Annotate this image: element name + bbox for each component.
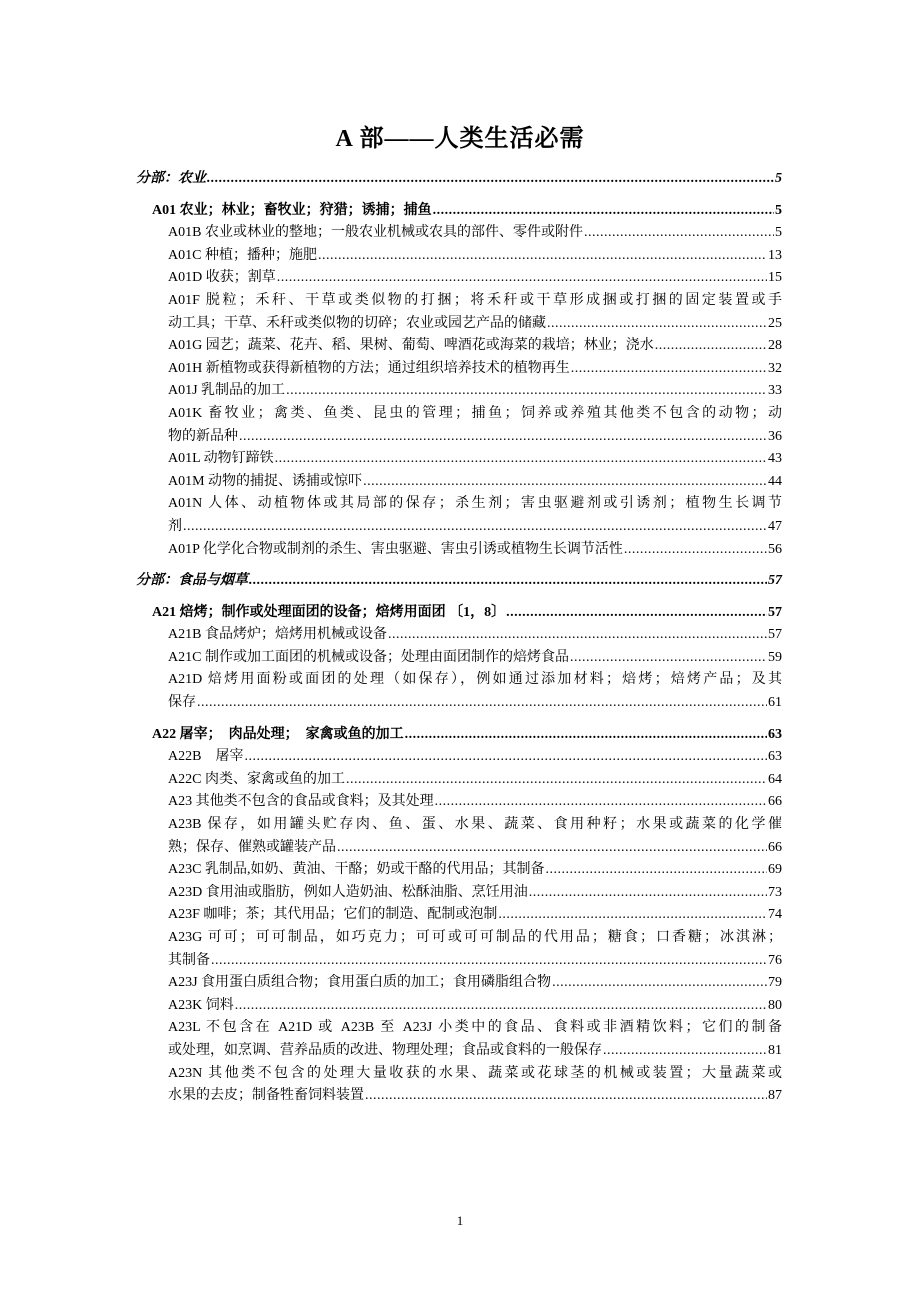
dot-leader — [211, 950, 767, 973]
dot-leader — [506, 602, 767, 625]
toc-entry-a01h[interactable] — [136, 358, 782, 381]
toc-page: 15 — [768, 270, 782, 286]
toc-entry-a23l[interactable] — [136, 1040, 782, 1063]
toc-entry-a23n[interactable] — [136, 1085, 782, 1108]
toc-page: 73 — [768, 884, 782, 900]
toc-label: A01C 种植；播种；施肥 — [168, 247, 317, 263]
toc-label: A23K 饲料 — [168, 997, 234, 1013]
toc-entry-a01f[interactable] — [136, 313, 782, 336]
dot-leader — [655, 335, 767, 358]
toc-page: 66 — [768, 794, 782, 810]
toc-label: A01D 收获；割草 — [168, 270, 276, 286]
dot-leader — [363, 471, 767, 494]
toc-page: 57 — [768, 627, 782, 643]
toc-label: 或处理，如烹调、营养品质的改进、物理处理；食品或食料的一般保存 — [168, 1042, 602, 1058]
toc-section-agriculture[interactable] — [136, 168, 782, 191]
dot-leader — [275, 448, 767, 471]
toc-entry-a01n[interactable] — [136, 516, 782, 539]
toc-page: 66 — [768, 839, 782, 855]
dot-leader — [624, 539, 767, 562]
toc-page: 81 — [768, 1042, 782, 1058]
dot-leader — [545, 859, 767, 882]
toc-page: 25 — [768, 315, 782, 331]
toc-page: 76 — [768, 952, 782, 968]
toc-entry-a23l-line1[interactable]: A23L 不包含在 A21D 或 A23B 至 A23J 小类中的食品、食料或非酒精饮料；它们的制备 — [168, 1020, 782, 1036]
toc-page: 13 — [768, 247, 782, 263]
toc-entry-a21b[interactable] — [136, 624, 782, 647]
toc-entry-a23j[interactable] — [136, 972, 782, 995]
dot-leader — [183, 516, 767, 539]
toc-entry-a22b[interactable] — [136, 746, 782, 769]
toc-label: A01G 园艺；蔬菜、花卉、稻、果树、葡萄、啤酒花或海菜的栽培；林业；浇水 — [168, 338, 654, 354]
toc-page: 44 — [768, 473, 782, 489]
toc-section-food-tobacco[interactable] — [136, 570, 782, 593]
toc-page: 5 — [775, 225, 782, 241]
toc-label: A23F 咖啡；茶；其代用品；它们的制造、配制或泡制 — [168, 907, 498, 923]
toc-label: A23C 乳制品,如奶、黄油、干酪；奶或干酪的代用品；其制备 — [168, 862, 545, 878]
toc-label: A01H 新植物或获得新植物的方法；通过组织培养技术的植物再生 — [168, 360, 570, 376]
toc-entry-a23n-line1[interactable]: A23N 其他类不包含的处理大量收获的水果、蔬菜或花球茎的机械或装置；大量蔬菜或 — [168, 1065, 782, 1081]
toc-entry-a23c[interactable] — [136, 859, 782, 882]
toc-label: A22C 肉类、家禽或鱼的加工 — [168, 771, 345, 787]
toc-entry-a01b[interactable] — [136, 222, 782, 245]
dot-leader — [547, 313, 767, 336]
dot-leader — [365, 1085, 767, 1108]
toc-label: 动工具；干草、禾秆或类似物的切碎；农业或园艺产品的储藏 — [168, 315, 546, 331]
toc-entry-a23b-line1[interactable]: A23B 保存，如用罐头贮存肉、鱼、蛋、水果、蔬菜、食用种籽；水果或蔬菜的化学催 — [168, 817, 782, 833]
dot-leader — [318, 245, 767, 268]
dot-leader — [405, 724, 767, 747]
dot-leader — [244, 746, 767, 769]
toc-label: A01L 动物钉蹄铁 — [168, 451, 274, 467]
toc-entry-a01l[interactable] — [136, 448, 782, 471]
toc-label: A01B 农业或林业的整地；一般农业机械或农具的部件、零件或附件 — [168, 225, 583, 241]
toc-label: 熟；保存、催熟或罐装产品 — [168, 839, 336, 855]
toc-label: 分部：农业 — [136, 171, 206, 186]
toc-entry-a01d[interactable] — [136, 267, 782, 290]
toc-page: 87 — [768, 1088, 782, 1104]
toc-label: 保存 — [168, 695, 196, 711]
toc-entry-a23g[interactable] — [136, 950, 782, 973]
toc-page: 63 — [768, 749, 782, 765]
toc-page: 64 — [768, 771, 782, 787]
dot-leader — [235, 995, 767, 1018]
dot-leader — [239, 426, 767, 449]
toc-page: 5 — [775, 171, 782, 186]
toc-entry-a21c[interactable] — [136, 647, 782, 670]
table-of-contents — [136, 168, 782, 1108]
dot-leader — [571, 358, 767, 381]
dot-leader — [570, 647, 767, 670]
toc-page: 56 — [768, 541, 782, 557]
dot-leader — [433, 200, 774, 223]
toc-label: 物的新品种 — [168, 428, 238, 444]
toc-label: A22B 屠宰 — [168, 749, 244, 765]
toc-entry-a21d-line1[interactable]: A21D 焙烤用面粉或面团的处理（如保存），例如通过添加材料；焙烤；焙烤产品；及其 — [168, 672, 782, 688]
toc-entry-a23k[interactable] — [136, 995, 782, 1018]
toc-page: 63 — [768, 726, 782, 742]
toc-entry-a01f-line1[interactable]: A01F 脱粒；禾秆、干草或类似物的打捆；将禾秆或干草形成捆或打捆的固定装置或手 — [168, 292, 782, 308]
toc-page: 80 — [768, 997, 782, 1013]
toc-page: 61 — [768, 695, 782, 711]
toc-page: 57 — [768, 604, 782, 620]
toc-label: 水果的去皮；制备牲畜饲料装置 — [168, 1088, 364, 1104]
toc-label: 其制备 — [168, 952, 210, 968]
toc-entry-a23g-line1[interactable]: A23G 可可；可可制品，如巧克力；可可或可可制品的代用品；糖食；口香糖；冰淇淋； — [168, 930, 782, 945]
toc-class-a01[interactable] — [136, 200, 782, 223]
toc-label: A22 屠宰； 肉品处理； 家禽或鱼的加工 — [152, 726, 404, 742]
dot-leader — [197, 692, 767, 715]
toc-label: A01M 动物的捕捉、诱捕或惊吓 — [168, 473, 363, 489]
toc-page: 28 — [768, 338, 782, 354]
dot-leader — [337, 837, 767, 860]
toc-page: 5 — [775, 202, 782, 218]
dot-leader — [207, 168, 774, 191]
toc-label: A01P 化学化合物或制剂的杀生、害虫驱避、害虫引诱或植物生长调节活性 — [168, 541, 623, 557]
dot-leader — [435, 791, 767, 814]
toc-label: 剂 — [168, 518, 182, 534]
dot-leader — [249, 570, 767, 593]
toc-entry-a23f[interactable] — [136, 904, 782, 927]
toc-entry-a01k-line1[interactable]: A01K 畜牧业；禽类、鱼类、昆虫的管理；捕鱼；饲养或养殖其他类不包含的动物；动 — [168, 405, 782, 421]
toc-page: 74 — [768, 907, 782, 923]
toc-entry-a01g[interactable] — [136, 335, 782, 358]
toc-page: 57 — [768, 573, 782, 589]
toc-page: 33 — [768, 383, 782, 399]
toc-page: 43 — [768, 451, 782, 467]
dot-leader — [552, 972, 767, 995]
toc-page: 59 — [768, 649, 782, 665]
toc-entry-a01j[interactable] — [136, 380, 782, 403]
dot-leader — [277, 267, 767, 290]
toc-label: A23J 食用蛋白质组合物；食用蛋白质的加工；食用磷脂组合物 — [168, 975, 552, 991]
toc-entry-a23b[interactable] — [136, 837, 782, 860]
dot-leader — [529, 882, 767, 905]
toc-label: A21 焙烤；制作或处理面团的设备；焙烤用面团 〔1，8〕 — [152, 604, 506, 620]
page-title: A 部——人类生活必需 — [335, 126, 585, 152]
toc-label: A21B 食品烤炉；焙烤用机械或设备 — [168, 627, 387, 643]
toc-entry-a23[interactable] — [136, 791, 782, 814]
toc-entry-a01k[interactable] — [136, 426, 782, 449]
toc-entry-a01n-line1[interactable]: A01N 人体、动植物体或其局部的保存；杀生剂；害虫驱避剂或引诱剂；植物生长调节 — [168, 496, 782, 512]
dot-leader — [603, 1040, 767, 1063]
toc-page: 32 — [768, 360, 782, 376]
toc-entry-a23d[interactable] — [136, 882, 782, 905]
toc-page: 79 — [768, 975, 782, 991]
dot-leader — [498, 904, 767, 927]
toc-class-a22[interactable] — [136, 724, 782, 747]
toc-entry-a01c[interactable] — [136, 245, 782, 268]
toc-label: A21C 制作或加工面团的机械或设备；处理由面团制作的焙烤食品 — [168, 649, 569, 665]
dot-leader — [346, 769, 767, 792]
toc-label: A01 农业；林业；畜牧业；狩猎；诱捕；捕鱼 — [152, 202, 432, 218]
dot-leader — [388, 624, 767, 647]
toc-class-a21[interactable] — [136, 602, 782, 625]
toc-label: 分部：食品与烟草 — [136, 573, 248, 589]
toc-entry-a01p[interactable] — [136, 539, 782, 562]
toc-entry-a21d[interactable] — [136, 692, 782, 715]
toc-label: A23 其他类不包含的食品或食料；及其处理 — [168, 794, 434, 810]
toc-entry-a01m[interactable] — [136, 471, 782, 494]
dot-leader — [286, 380, 767, 403]
dot-leader — [584, 222, 774, 245]
toc-entry-a22c[interactable] — [136, 769, 782, 792]
toc-page: 47 — [768, 518, 782, 534]
toc-label: A01J 乳制品的加工 — [168, 383, 286, 399]
page-number: 1 — [456, 1213, 464, 1228]
toc-label: A23D 食用油或脂肪，例如人造奶油、松酥油脂、烹饪用油 — [168, 884, 528, 900]
toc-page: 36 — [768, 428, 782, 444]
toc-page: 69 — [768, 862, 782, 878]
